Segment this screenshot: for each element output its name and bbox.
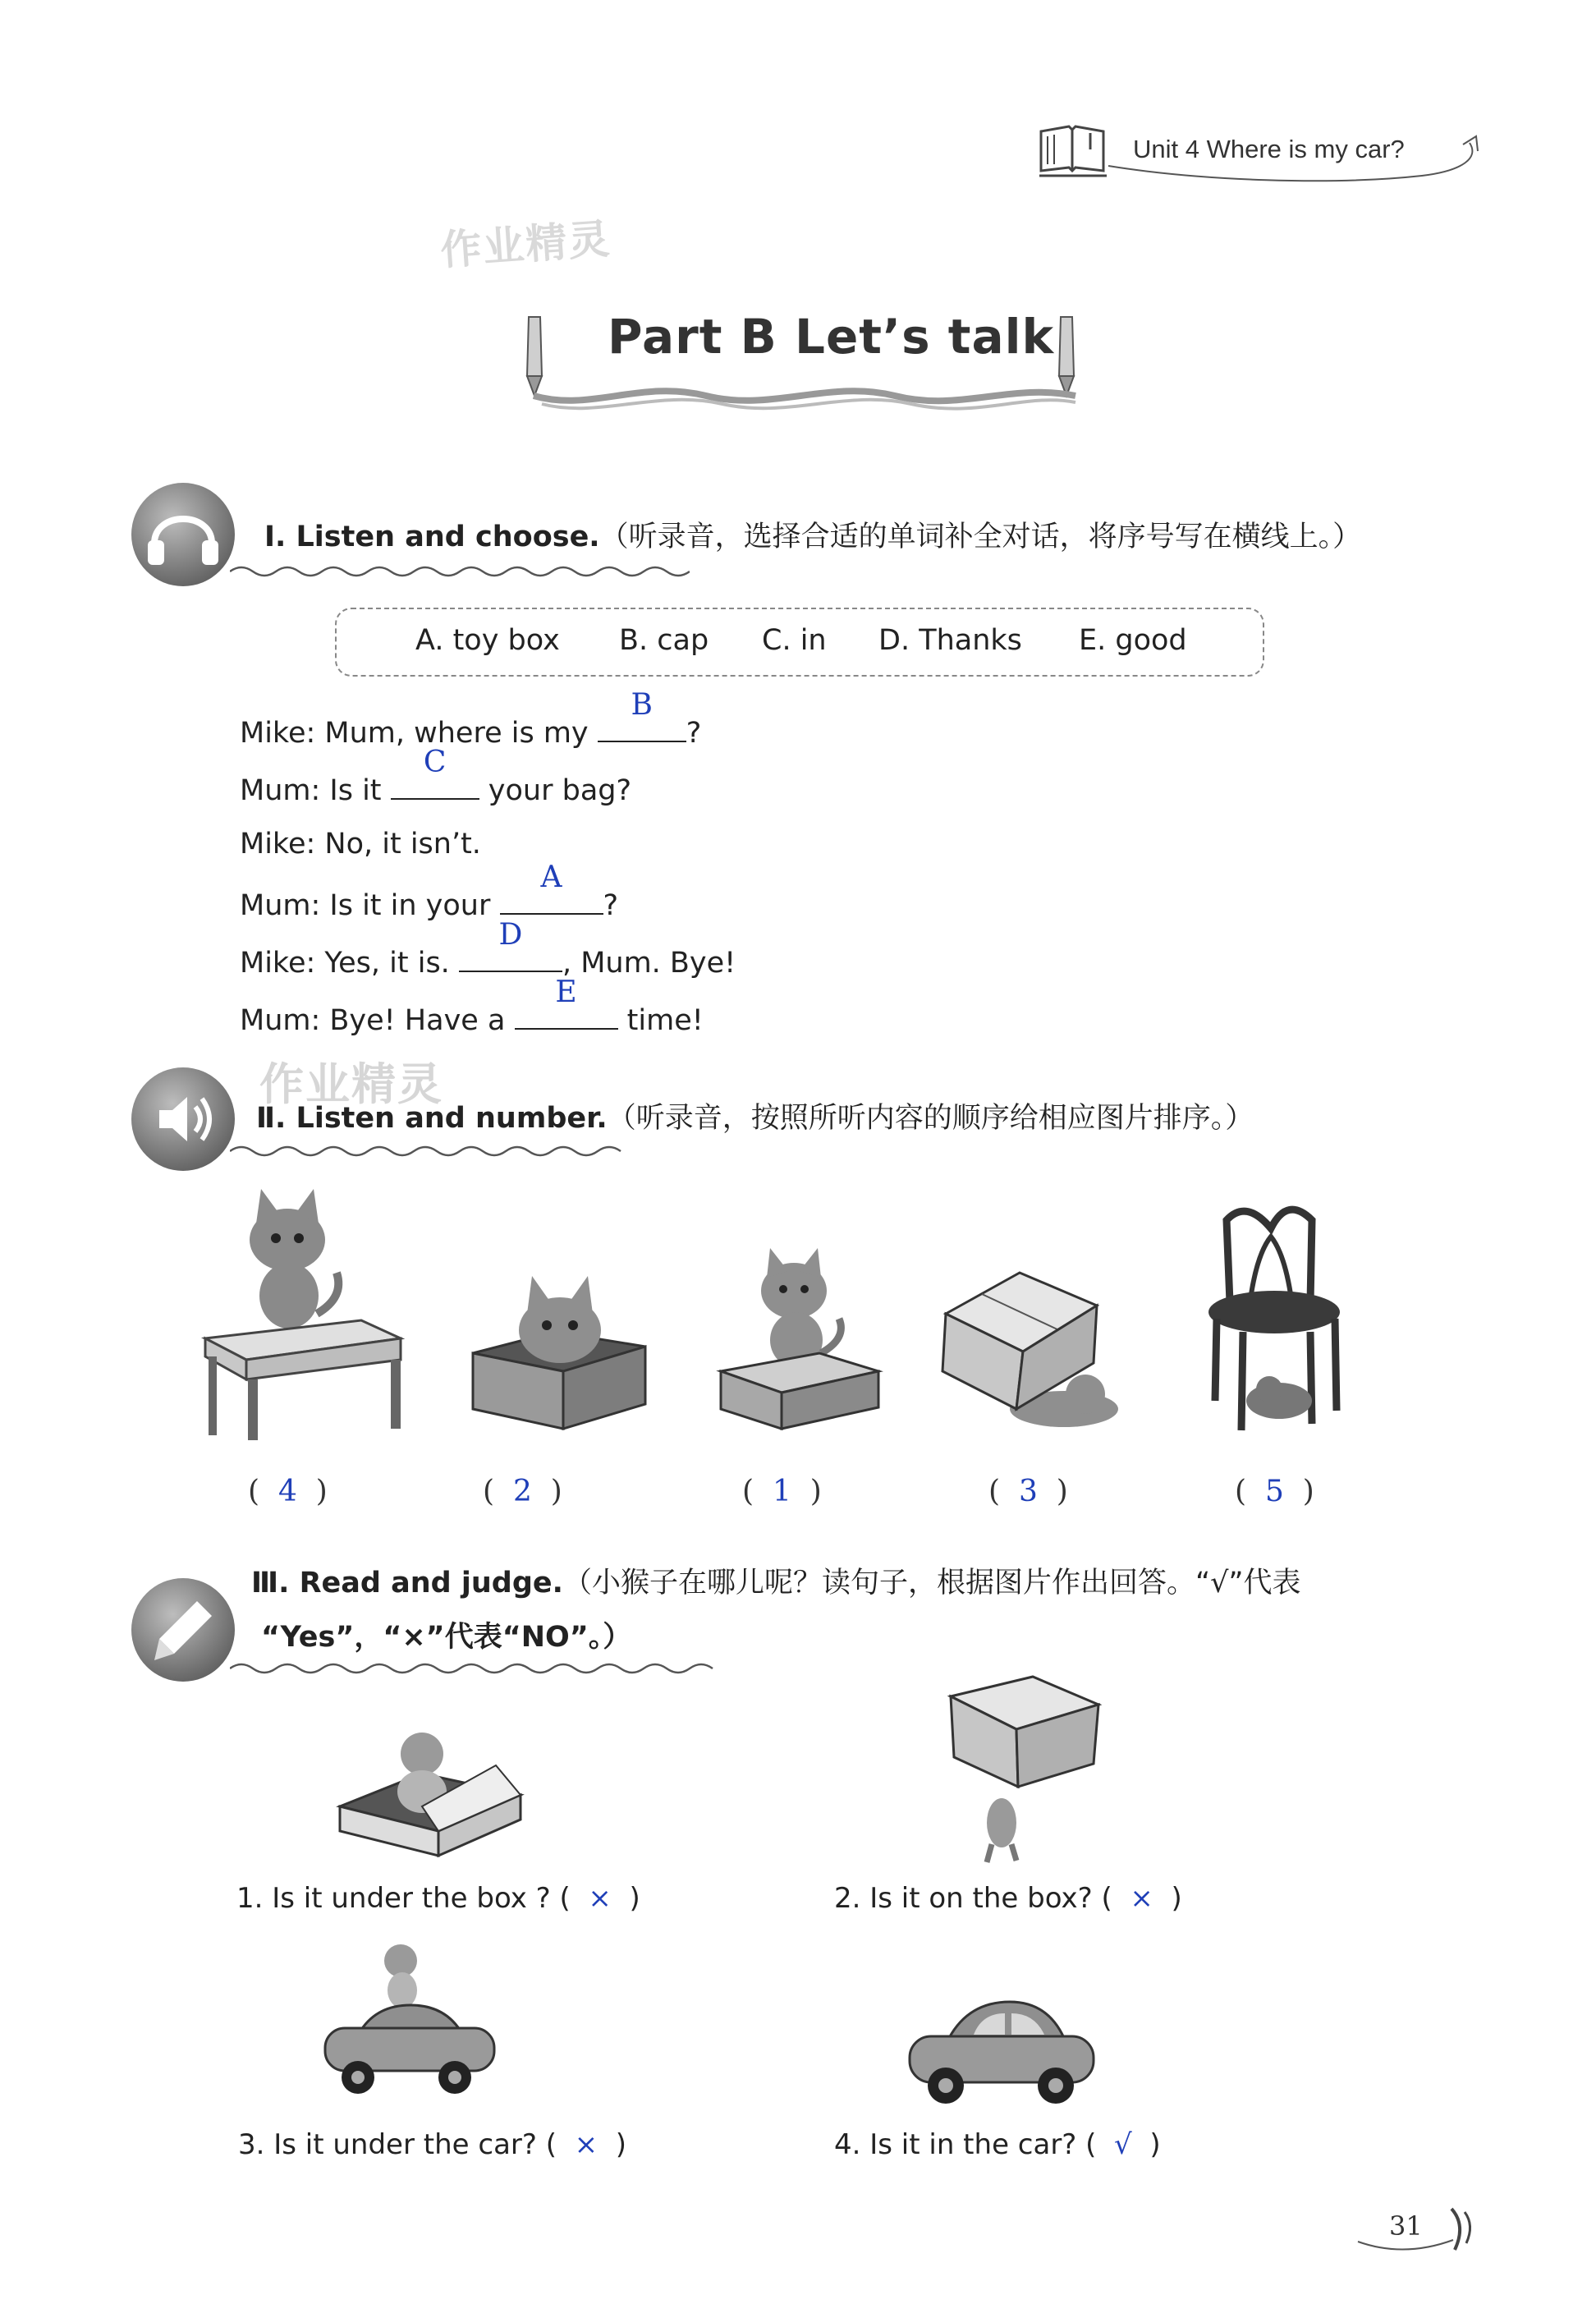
- speaker-icon: [131, 1067, 235, 1171]
- number-slot-2[interactable]: ( 2 ): [483, 1475, 562, 1508]
- number-answer: 5: [1264, 1475, 1284, 1508]
- dialogue-line-2: Mum: Is it C your bag?: [240, 746, 632, 807]
- answer-blank[interactable]: [598, 688, 686, 742]
- page-header: [1036, 113, 1496, 187]
- section2-label: Ⅱ. Listen and number.: [256, 1102, 608, 1135]
- judge-question-1: 1. Is it under the box ? ( × ): [236, 1882, 640, 1915]
- judge-question-3: 3. Is it under the car? ( × ): [238, 2128, 627, 2161]
- number-slot-1[interactable]: ( 4 ): [248, 1475, 328, 1508]
- judge-answer[interactable]: ×: [1130, 1882, 1153, 1915]
- option-c: C. in: [762, 624, 827, 657]
- section1-title: [264, 514, 1361, 555]
- headphones-icon: [131, 483, 235, 586]
- option-b: B. cap: [619, 624, 709, 657]
- section1-instruction: （听录音，选择合适的单词补全对话，将序号写在横线上。）: [599, 521, 1362, 553]
- monkey-on-car-image: [320, 1939, 501, 2112]
- option-d: D. Thanks: [878, 624, 1022, 657]
- monkey-in-box-image: [332, 1716, 529, 1864]
- answer-text: D: [498, 918, 523, 952]
- headphones-badge: [131, 483, 235, 586]
- section3-instruction-1: （小猴子在哪儿呢？读句子，根据图片作出回答。“√”代表: [562, 1567, 1301, 1599]
- watermark: 作业精灵: [259, 1058, 443, 1110]
- answer-blank[interactable]: [500, 861, 603, 915]
- answer-blank[interactable]: [515, 975, 618, 1030]
- page-number-swoosh: [1355, 2201, 1486, 2266]
- judge-question-2: 2. Is it on the box? ( × ): [834, 1882, 1182, 1915]
- answer-text: E: [555, 975, 577, 1009]
- section3-instruction-2: “Yes”，“×”代表“NO”。）: [261, 1621, 632, 1654]
- dialogue-line-1: Mike: Mum, where is my B ?: [240, 688, 702, 750]
- section3-title: [251, 1560, 1301, 1601]
- section2-title: [256, 1095, 1254, 1136]
- option-a: A. toy box: [415, 624, 560, 657]
- number-slot-3[interactable]: ( 1 ): [742, 1475, 822, 1508]
- number-answer: 2: [512, 1475, 532, 1508]
- dialogue-line-4: Mum: Is it in your A ?: [240, 861, 619, 922]
- cat-in-box-image: [465, 1256, 654, 1445]
- answer-blank[interactable]: [391, 746, 479, 800]
- section2-instruction: （听录音，按照所听内容的顺序给相应图片排序。）: [607, 1102, 1254, 1135]
- header-swoosh: [1036, 113, 1496, 187]
- pencil-icon: [131, 1578, 235, 1682]
- watermark: 作业精灵: [438, 214, 613, 275]
- monkey-under-box-image: [942, 1672, 1107, 1869]
- monkey-in-car-image: [903, 1994, 1100, 2117]
- section1-label: Ⅰ. Listen and choose.: [264, 521, 600, 553]
- number-answer: 3: [1018, 1475, 1038, 1508]
- speaker-badge: [131, 1067, 235, 1171]
- cat-under-box-image: [941, 1248, 1130, 1437]
- page-number: 31: [1389, 2210, 1423, 2242]
- judge-answer[interactable]: √: [1114, 2128, 1132, 2161]
- title-banner: [517, 304, 1092, 419]
- dialogue-line-3: Mike: No, it isn’t.: [240, 828, 481, 861]
- cat-on-table-image: [197, 1174, 410, 1445]
- pencil-badge: [131, 1578, 235, 1682]
- section1-wavy-line: [230, 563, 690, 580]
- option-e: E. good: [1079, 624, 1187, 657]
- section2-wavy-line: [230, 1143, 624, 1159]
- title-underline-wave: [517, 379, 1092, 420]
- dialogue-line-5: Mike: Yes, it is. D , Mum. Bye!: [240, 918, 736, 980]
- judge-answer[interactable]: ×: [588, 1882, 612, 1915]
- answer-text: C: [423, 746, 447, 779]
- answer-text: B: [631, 688, 653, 722]
- page-number-area: [1355, 2201, 1486, 2266]
- dialogue-line-6: Mum: Bye! Have a E time!: [240, 975, 704, 1037]
- number-slot-4[interactable]: ( 3 ): [988, 1475, 1068, 1508]
- judge-answer[interactable]: ×: [574, 2128, 598, 2161]
- answer-text: A: [540, 861, 562, 894]
- options-box: [335, 608, 1264, 677]
- section3-label: Ⅲ. Read and judge.: [251, 1567, 563, 1599]
- number-slot-5[interactable]: ( 5 ): [1235, 1475, 1314, 1508]
- judge-question-4: 4. Is it in the car? ( √ ): [834, 2128, 1161, 2161]
- section3-wavy-line: [230, 1660, 714, 1677]
- page-title: Part B Let’s talk: [608, 309, 1055, 365]
- number-answer: 1: [772, 1475, 791, 1508]
- number-answer: 4: [277, 1475, 297, 1508]
- cat-under-chair-image: [1205, 1196, 1361, 1442]
- cat-on-box-image: [716, 1248, 888, 1445]
- answer-blank[interactable]: [459, 918, 562, 972]
- unit-title: Unit 4 Where is my car?: [1133, 135, 1405, 163]
